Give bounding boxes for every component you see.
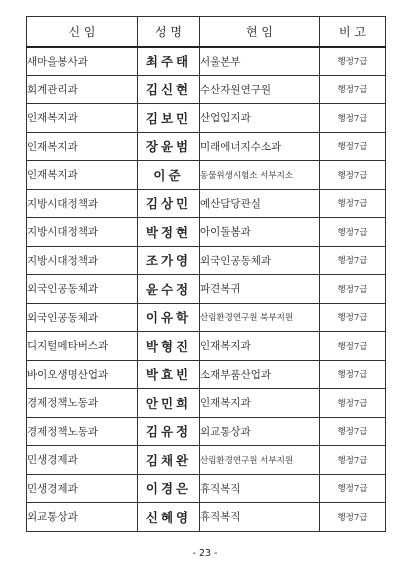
- new-post-cell: 외교통상과: [27, 503, 138, 532]
- current-post-cell: 산림환경연구원 북부지원: [200, 303, 320, 332]
- table-row: [27, 218, 386, 247]
- current-post-cell: 외국인공동체과: [200, 246, 320, 275]
- remarks-cell: 행정7급: [320, 360, 386, 389]
- remarks-cell: 행정7급: [320, 132, 386, 161]
- person-name-cell: 장윤범: [138, 132, 200, 161]
- remarks-cell: 행정7급: [320, 161, 386, 190]
- table-row: [27, 189, 386, 218]
- remarks-cell: 행정7급: [320, 104, 386, 133]
- table-row: [27, 503, 386, 532]
- table-row: [27, 360, 386, 389]
- table-row: [27, 446, 386, 475]
- current-post-cell: 산업입지과: [200, 104, 320, 133]
- table-row: [27, 132, 386, 161]
- current-post-cell: 서울본부: [200, 47, 320, 76]
- table-row: [27, 161, 386, 190]
- person-name-cell: 이경은: [138, 474, 200, 503]
- new-post-cell: 인재복지과: [27, 104, 138, 133]
- person-name-cell: 윤수정: [138, 275, 200, 304]
- current-post-cell: 휴직복직: [200, 474, 320, 503]
- person-name-cell: 박형진: [138, 332, 200, 361]
- current-post-cell: 소재부품산업과: [200, 360, 320, 389]
- table-row: [27, 246, 386, 275]
- new-post-cell: 외국인공동체과: [27, 275, 138, 304]
- current-post-cell: 외교통상과: [200, 417, 320, 446]
- new-post-cell: 경제정책노동과: [27, 389, 138, 418]
- person-name-cell: 박정현: [138, 218, 200, 247]
- current-post-cell: 산림환경연구원 서부지원: [200, 446, 320, 475]
- table-row: [27, 104, 386, 133]
- table-row: [27, 417, 386, 446]
- page-number: - 23 -: [192, 548, 218, 559]
- person-name-cell: 안민희: [138, 389, 200, 418]
- person-name-cell: 김상민: [138, 189, 200, 218]
- table-row: [27, 474, 386, 503]
- current-post-cell: 아이돌봄과: [200, 218, 320, 247]
- current-post-cell: 수산자원연구원: [200, 75, 320, 104]
- new-post-cell: 인재복지과: [27, 161, 138, 190]
- table-row: [27, 47, 386, 76]
- remarks-cell: 행정7급: [320, 75, 386, 104]
- table-row: [27, 75, 386, 104]
- current-post-cell: 예산담당관실: [200, 189, 320, 218]
- current-post-cell: 인재복지과: [200, 332, 320, 361]
- remarks-cell: 행정7급: [320, 332, 386, 361]
- current-post-cell: 동물위생시험소 서부지소: [200, 161, 320, 190]
- remarks-cell: 행정7급: [320, 446, 386, 475]
- table-row: [27, 275, 386, 304]
- person-name-cell: 김신현: [138, 75, 200, 104]
- remarks-cell: 행정7급: [320, 474, 386, 503]
- remarks-cell: 행정7급: [320, 47, 386, 76]
- new-post-cell: 회계관리과: [27, 75, 138, 104]
- new-post-cell: 지방시대정책과: [27, 218, 138, 247]
- person-name-cell: 김채완: [138, 446, 200, 475]
- header-new-post: 신 임: [27, 17, 138, 47]
- person-name-cell: 이준: [138, 161, 200, 190]
- header-remarks: 비 고: [320, 17, 386, 47]
- current-post-cell: 인재복지과: [200, 389, 320, 418]
- remarks-cell: 행정7급: [320, 389, 386, 418]
- new-post-cell: 새마을봉사과: [27, 47, 138, 76]
- new-post-cell: 지방시대정책과: [27, 246, 138, 275]
- person-name-cell: 박효빈: [138, 360, 200, 389]
- remarks-cell: 행정7급: [320, 275, 386, 304]
- new-post-cell: 지방시대정책과: [27, 189, 138, 218]
- person-name-cell: 김보민: [138, 104, 200, 133]
- person-name-cell: 조가영: [138, 246, 200, 275]
- header-current-post: 현 임: [200, 17, 320, 47]
- table-row: [27, 332, 386, 361]
- person-name-cell: 이유학: [138, 303, 200, 332]
- header-name: 성 명: [138, 17, 200, 47]
- person-name-cell: 최주태: [138, 47, 200, 76]
- current-post-cell: 파견복귀: [200, 275, 320, 304]
- new-post-cell: 경제정책노동과: [27, 417, 138, 446]
- new-post-cell: 바이오생명산업과: [27, 360, 138, 389]
- new-post-cell: 인재복지과: [27, 132, 138, 161]
- remarks-cell: 행정7급: [320, 189, 386, 218]
- new-post-cell: 민생경제과: [27, 474, 138, 503]
- person-name-cell: 신혜영: [138, 503, 200, 532]
- remarks-cell: 행정7급: [320, 246, 386, 275]
- personnel-table: [26, 16, 386, 532]
- remarks-cell: 행정7급: [320, 503, 386, 532]
- table-row: [27, 389, 386, 418]
- person-name-cell: 김유정: [138, 417, 200, 446]
- remarks-cell: 행정7급: [320, 417, 386, 446]
- new-post-cell: 디지털메타버스과: [27, 332, 138, 361]
- new-post-cell: 외국인공동체과: [27, 303, 138, 332]
- current-post-cell: 휴직복직: [200, 503, 320, 532]
- current-post-cell: 미래에너지수소과: [200, 132, 320, 161]
- remarks-cell: 행정7급: [320, 303, 386, 332]
- table-row: [27, 303, 386, 332]
- remarks-cell: 행정7급: [320, 218, 386, 247]
- new-post-cell: 민생경제과: [27, 446, 138, 475]
- table-header-row: [27, 17, 386, 47]
